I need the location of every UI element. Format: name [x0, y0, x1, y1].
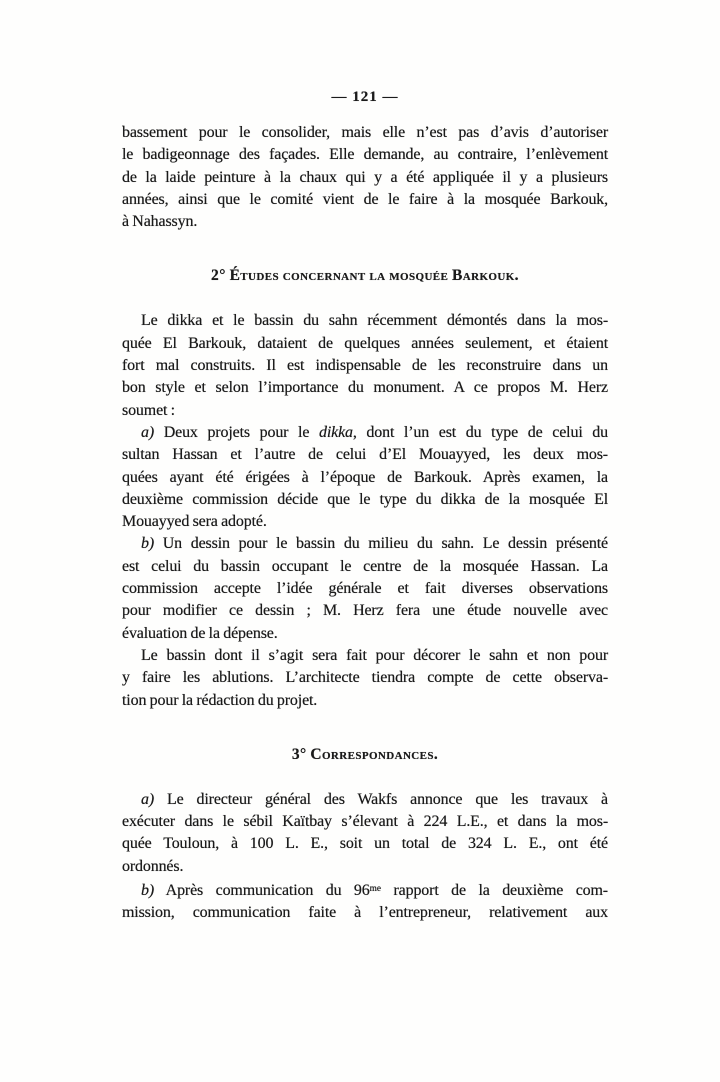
- text-segment: bassement pour le consolider, mais elle n’est pas d’avis d’autoriser: [122, 124, 608, 141]
- text-segment: le badigeonnage des façades. Elle demande, au contraire, l’enlèvement: [122, 146, 608, 164]
- text-line: [122, 122, 608, 144]
- text-segment: Le dikka et le bassin du sahn récemment démontés dans la mos-: [141, 312, 608, 330]
- text-line: [122, 856, 608, 878]
- text-segment: quées ayant été érigées à l’époque de Barkouk. Après examen, la: [122, 468, 608, 486]
- text-segment: a): [141, 790, 155, 808]
- text-line: [122, 400, 608, 422]
- text-line: [122, 533, 608, 555]
- text-line: [122, 144, 608, 166]
- section-heading: 3° Correspondances.: [291, 745, 439, 763]
- text-segment: années, ainsi que le comité vient de le faire à la mosquée Barkouk,: [122, 190, 608, 208]
- text-line: [122, 578, 608, 600]
- text-segment: est celui du bassin occupant le centre de la mosquée Hassan. La: [122, 557, 608, 575]
- text-line: [122, 600, 608, 622]
- paragraph: [122, 878, 608, 925]
- text-line: [122, 789, 608, 811]
- text-segment: dikka: [318, 423, 353, 441]
- text-segment: sultan Hassan et l’autre de celui d’El Mouayyed, les deux mos-: [122, 446, 608, 464]
- text-segment: Le directeur général des Wakfs annonce que les travaux à: [154, 790, 608, 808]
- text-line: [122, 811, 608, 833]
- page-body: [122, 122, 608, 925]
- text-line: [122, 444, 608, 466]
- text-line: [122, 690, 608, 712]
- text-line: [122, 377, 608, 399]
- text-segment: bon style et selon l’importance du monument. A ce propos M. Herz: [122, 379, 608, 397]
- text-segment: rapport de la deuxième com-: [380, 882, 608, 900]
- text-segment: b): [141, 535, 155, 553]
- text-segment: tion pour la rédaction du projet.: [122, 691, 318, 709]
- text-line: [122, 189, 608, 211]
- text-segment: Mouayyed sera adopté.: [122, 513, 267, 531]
- text-line: [122, 167, 608, 189]
- text-line: [122, 902, 608, 924]
- text-line: [122, 556, 608, 578]
- text-segment: me: [369, 884, 381, 895]
- text-segment: soumet :: [122, 401, 175, 419]
- text-line: [122, 878, 608, 902]
- paragraph: [122, 422, 608, 533]
- text-segment: à Nahassyn.: [122, 213, 198, 231]
- text-segment: Après communication du 96: [154, 882, 370, 900]
- text-line: [122, 623, 608, 645]
- text-line: [122, 333, 608, 355]
- text-segment: Deux projets pour le: [154, 423, 319, 441]
- text-line: [122, 489, 608, 511]
- text-segment: y faire les ablutions. L’architecte tiendra compte de cette observa-: [122, 669, 608, 687]
- text-segment: de la laide peinture à la chaux qui y a été appliquée il y a plusieurs: [122, 168, 608, 186]
- section-heading: 2° Études concernant la mosquée Barkouk.: [211, 267, 519, 285]
- paragraph: [122, 789, 608, 878]
- text-segment: , dont l’un est du type de celui du: [352, 423, 608, 441]
- text-segment: quée Touloun, à 100 L. E., soit un total de 324 L. E., ont été: [122, 835, 608, 853]
- text-line: [122, 422, 608, 444]
- text-line: [122, 211, 608, 233]
- text-line: [122, 310, 608, 332]
- text-segment: évaluation de la dépense.: [122, 624, 278, 642]
- text-segment: Un dessin pour le bassin du milieu du sahn. Le dessin présenté: [154, 535, 608, 553]
- text-line: [122, 833, 608, 855]
- text-segment: deuxième commission décide que le type du dikka de la mosquée El: [122, 490, 608, 508]
- text-segment: commission accepte l’idée générale et fait diverses observations: [122, 580, 608, 598]
- text-line: [122, 467, 608, 489]
- text-line: [122, 667, 608, 689]
- text-segment: fort mal construits. Il est indispensable de les reconstruire dans un: [122, 357, 608, 375]
- text-line: [122, 511, 608, 533]
- paragraph: [122, 310, 608, 421]
- page-number-header: — 121 —: [331, 89, 399, 105]
- text-line: [122, 645, 608, 667]
- text-segment: exécuter dans le sébil Kaïtbay s’élevant à 224 L.E., et dans la mos-: [122, 813, 608, 831]
- text-segment: ordonnés.: [122, 857, 184, 875]
- text-segment: pour modifier ce dessin ; M. Herz fera une étude nouvelle avec: [122, 602, 608, 620]
- text-segment: a): [141, 423, 155, 441]
- text-line: [122, 355, 608, 377]
- text-segment: b): [141, 882, 155, 900]
- paragraph: [122, 122, 608, 233]
- text-segment: mission, communication faite à l’entrepreneur, relativement aux: [122, 904, 608, 922]
- text-segment: quée El Barkouk, dataient de quelques années seulement, et étaient: [122, 334, 608, 352]
- paragraph: [122, 533, 608, 644]
- text-segment: Le bassin dont il s’agit sera fait pour décorer le sahn et non pour: [141, 646, 608, 664]
- paragraph: [122, 645, 608, 712]
